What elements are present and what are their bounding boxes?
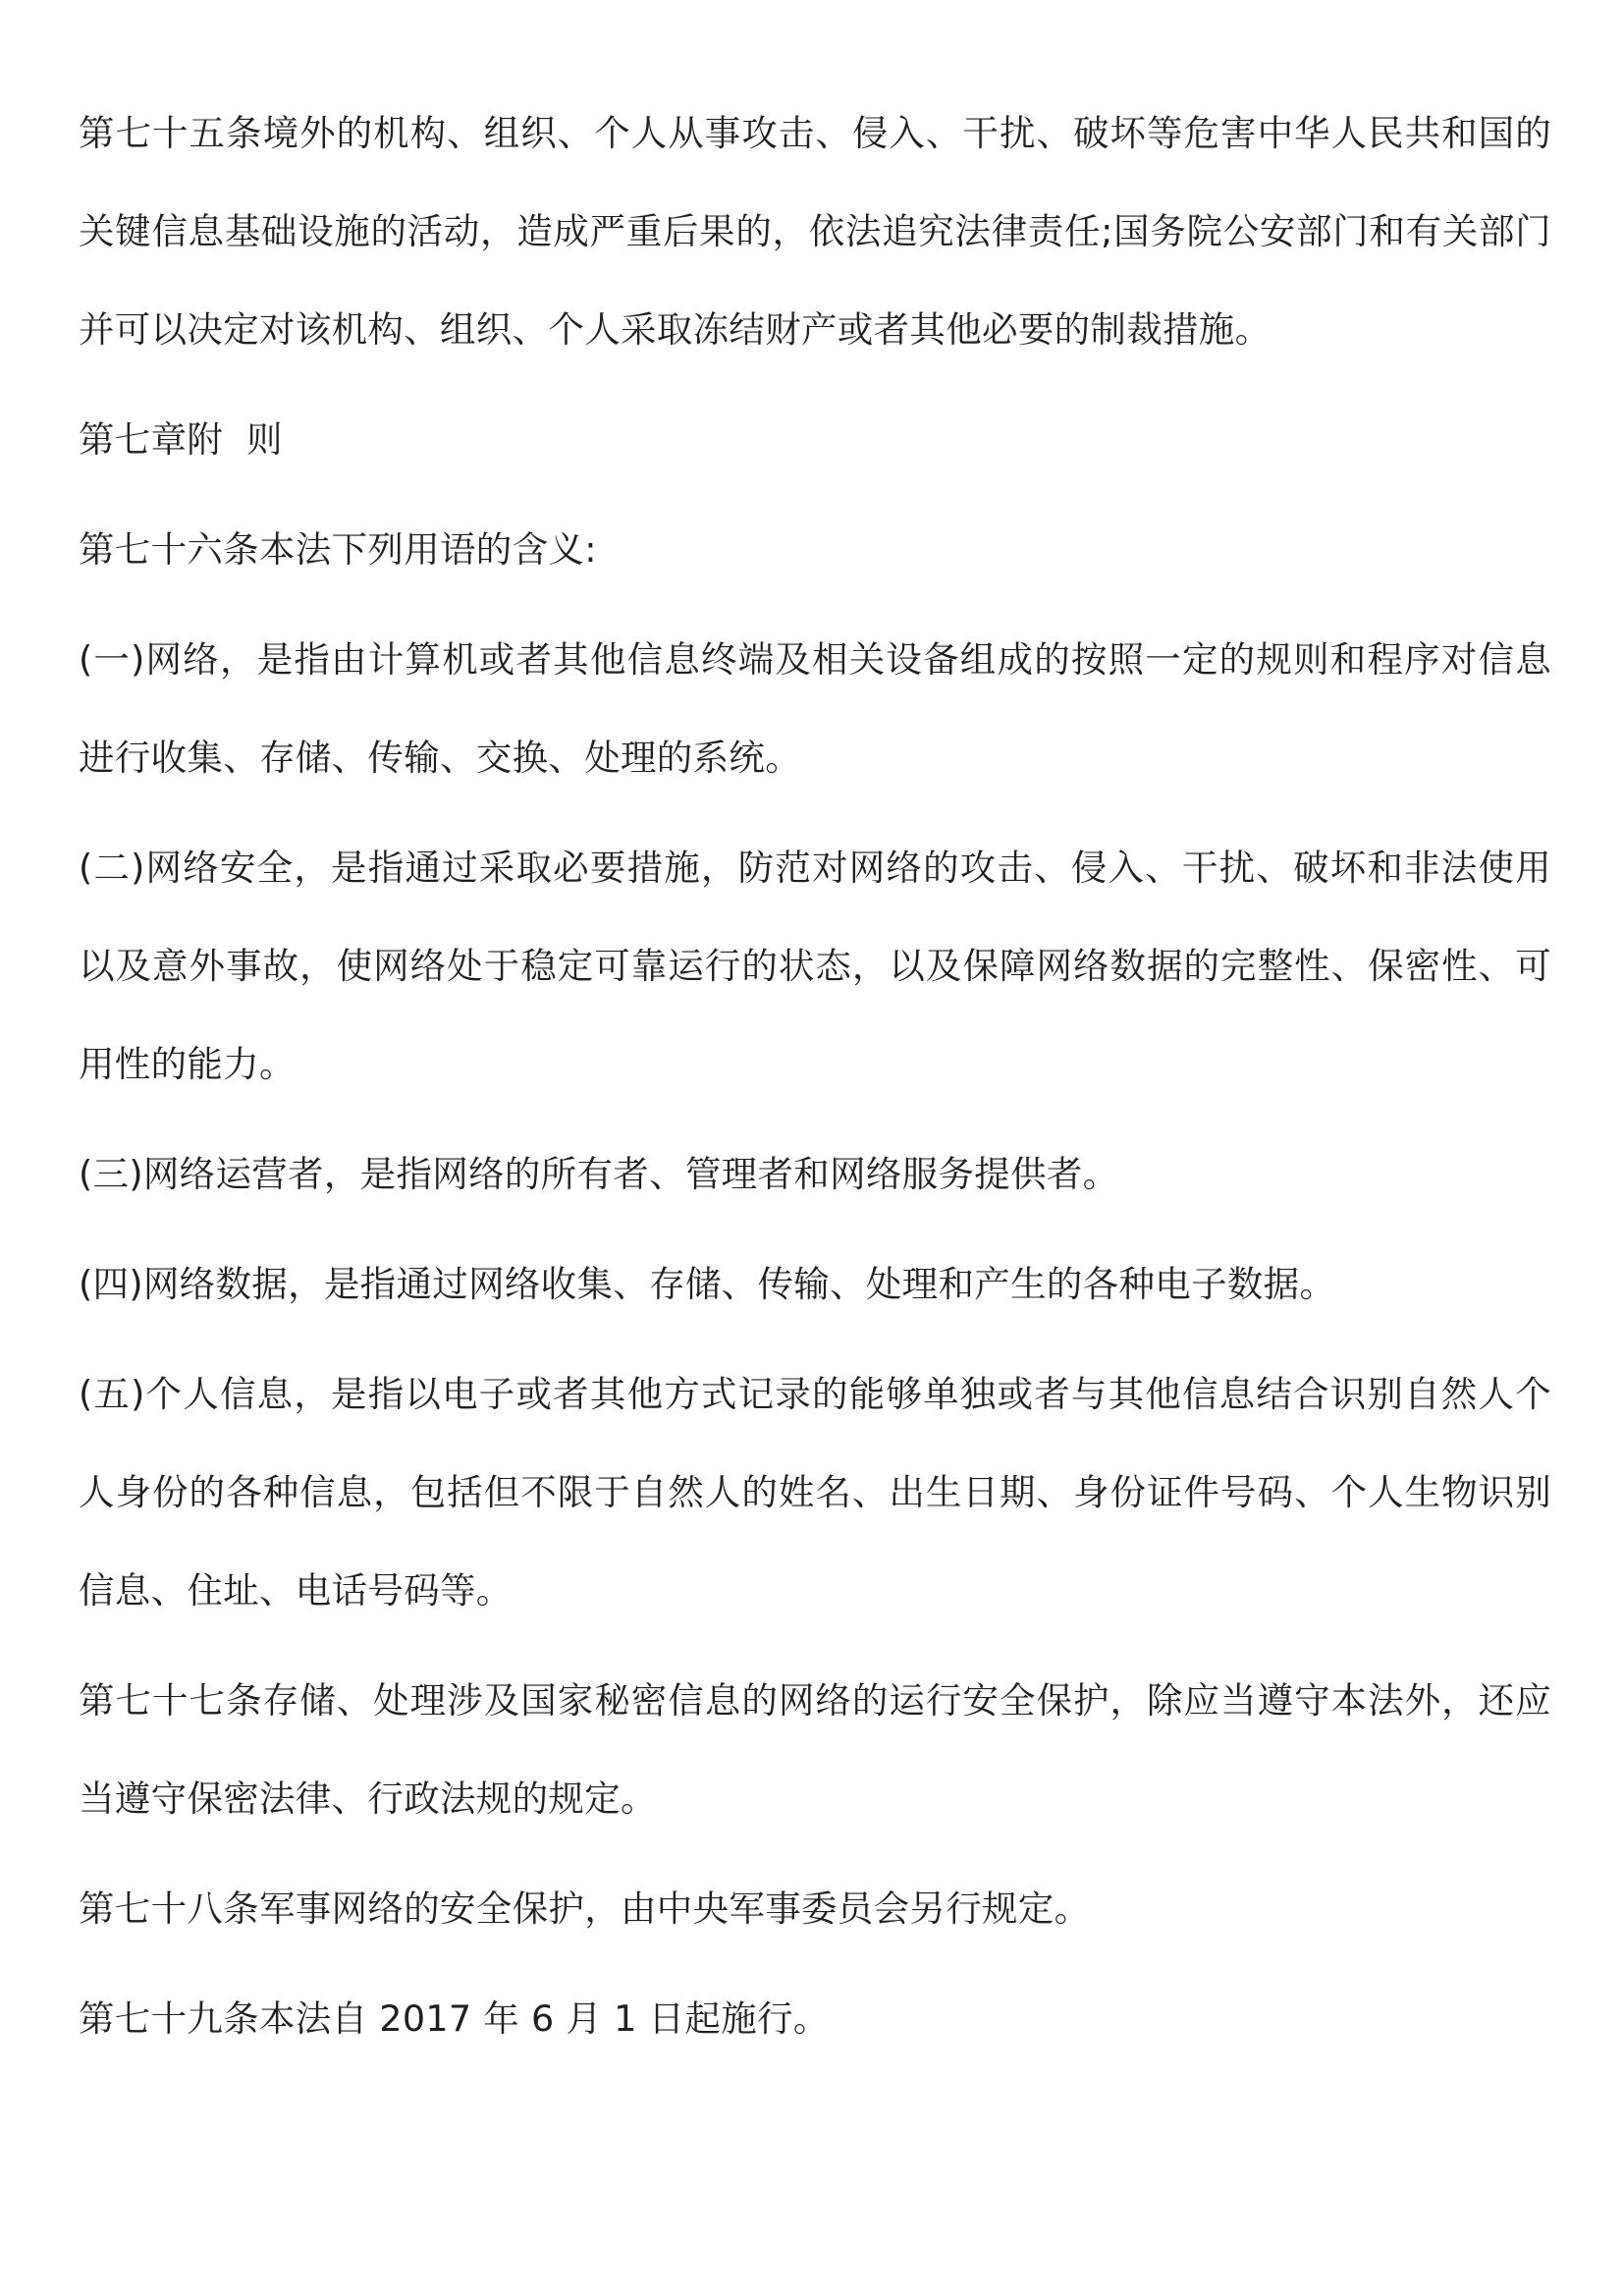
article-79-paragraph: 第七十九条本法自 2017 年 6 月 1 日起施行。 xyxy=(79,1997,830,2040)
definition-5-paragraph: (五)个人信息，是指以电子或者其他方式记录的能够单独或者与其他信息结合识别自然人个人身份的各种信息，包括但不限于自然人的姓名、出生日期、身份证件号码、个人生物识别信息、住址、电话号码等。 xyxy=(79,1373,1551,1612)
article-75-paragraph: 第七十五条境外的机构、组织、个人从事攻击、侵入、干扰、破坏等危害中华人民共和国的关键信息基础设施的活动，造成严重后果的，依法追究法律责任;国务院公安部门和有关部门并可以决定对该机构、组织、个人采取冻结财产或者其他必要的制裁措施。 xyxy=(79,112,1551,351)
article-78-paragraph: 第七十八条军事网络的安全保护，由中央军事委员会另行规定。 xyxy=(79,1887,1091,1930)
definition-4-paragraph: (四)网络数据，是指通过网络收集、存储、传输、处理和产生的各种电子数据。 xyxy=(79,1263,1336,1305)
chapter-7-heading: 第七章附 则 xyxy=(79,418,283,461)
document-page xyxy=(79,84,1551,2068)
article-77-paragraph: 第七十七条存储、处理涉及国家秘密信息的网络的运行安全保护，除应当遵守本法外，还应当遵守保密法律、行政法规的规定。 xyxy=(79,1679,1551,1820)
definition-1-paragraph: (一)网络，是指由计算机或者其他信息终端及相关设备组成的按照一定的规则和程序对信息进行收集、存储、传输、交换、处理的系统。 xyxy=(79,638,1551,779)
definition-3-paragraph: (三)网络运营者，是指网络的所有者、管理者和网络服务提供者。 xyxy=(79,1153,1119,1195)
definition-2-paragraph: (二)网络安全，是指通过采取必要措施，防范对网络的攻击、侵入、干扰、破坏和非法使用以及意外事故，使网络处于稳定可靠运行的状态，以及保障网络数据的完整性、保密性、可用性的能力。 xyxy=(79,847,1551,1085)
article-76-paragraph: 第七十六条本法下列用语的含义: xyxy=(79,528,597,571)
